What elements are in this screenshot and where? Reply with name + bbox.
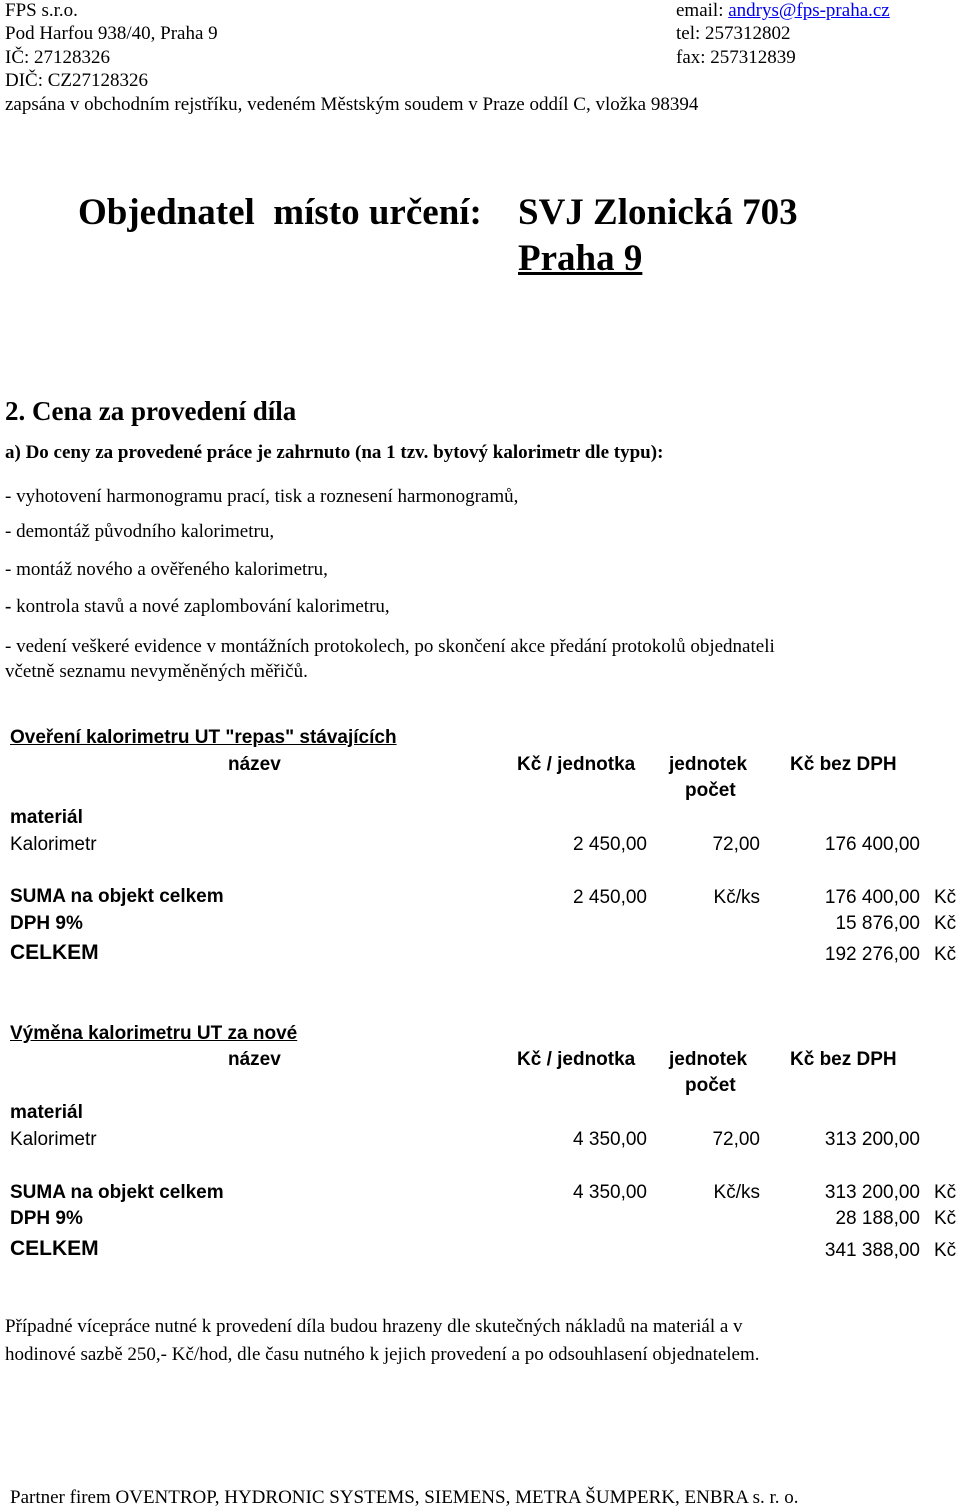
col-header-units: jednotek bbox=[669, 1049, 748, 1070]
email-link[interactable]: andrys@fps-praha.cz bbox=[728, 0, 890, 21]
sum-currency: Kč bbox=[934, 1182, 957, 1203]
total-currency: Kč bbox=[934, 944, 957, 965]
row-label-material: materiál bbox=[10, 1102, 83, 1123]
item-unit-price: 2 450,00 bbox=[573, 834, 647, 855]
company-tel: tel: 257312802 bbox=[676, 23, 791, 44]
col-header-count: počet bbox=[685, 1075, 736, 1096]
list-item: - montáž nového a ověřeného kalorimetru, bbox=[5, 559, 328, 580]
vat-value: 15 876,00 bbox=[835, 913, 920, 934]
col-header-net: Kč bez DPH bbox=[790, 1049, 897, 1070]
title-prefix: Objednatel místo určení: bbox=[78, 192, 482, 233]
item-net: 176 400,00 bbox=[824, 834, 920, 855]
sum-label: SUMA na objekt celkem bbox=[10, 886, 224, 907]
list-item: - vyhotovení harmonogramu prací, tisk a roznesení harmonogramů, bbox=[5, 486, 519, 507]
col-header-unit-price: Kč / jednotka bbox=[517, 1049, 636, 1070]
sum-unit: Kč/ks bbox=[713, 1182, 760, 1203]
list-item: včetně seznamu nevyměněných měřičů. bbox=[5, 661, 308, 682]
list-item: - demontáž původního kalorimetru, bbox=[5, 521, 275, 542]
sum-unit-price: 2 450,00 bbox=[573, 887, 647, 908]
sum-unit-price: 4 350,00 bbox=[573, 1182, 647, 1203]
total-value: 192 276,00 bbox=[824, 944, 920, 965]
vat-label: DPH 9% bbox=[10, 1208, 83, 1229]
company-address: Pod Harfou 938/40, Praha 9 bbox=[5, 23, 218, 44]
item-count: 72,00 bbox=[712, 1129, 760, 1150]
sum-net: 313 200,00 bbox=[824, 1182, 920, 1203]
list-item: - kontrola stavů a nové zaplombování kalorimetru, bbox=[5, 596, 390, 617]
item-unit-price: 4 350,00 bbox=[573, 1129, 647, 1150]
col-header-nazev: název bbox=[228, 1049, 281, 1070]
col-header-unit-price: Kč / jednotka bbox=[517, 754, 636, 775]
total-label: CELKEM bbox=[10, 1237, 99, 1260]
email-label: email: bbox=[676, 0, 729, 21]
sum-net: 176 400,00 bbox=[824, 887, 920, 908]
col-header-net: Kč bez DPH bbox=[790, 754, 897, 775]
company-ic: IČ: 27128326 bbox=[5, 47, 111, 68]
vat-currency: Kč bbox=[934, 913, 957, 934]
list-item: - vedení veškeré evidence v montážních protokolech, po skončení akce předání protokolů objednateli bbox=[5, 636, 775, 657]
col-header-units: jednotek bbox=[669, 754, 748, 775]
row-label-material: materiál bbox=[10, 807, 83, 828]
item-net: 313 200,00 bbox=[824, 1129, 920, 1150]
col-header-nazev: název bbox=[228, 754, 281, 775]
table-title: Výměna kalorimetru UT za nové bbox=[10, 1023, 298, 1044]
item-name: Kalorimetr bbox=[10, 1129, 97, 1150]
item-name: Kalorimetr bbox=[10, 834, 97, 855]
title-line1: SVJ Zlonická 703 bbox=[518, 192, 798, 233]
total-label: CELKEM bbox=[10, 941, 99, 964]
item-count: 72,00 bbox=[712, 834, 760, 855]
sum-currency: Kč bbox=[934, 887, 957, 908]
company-registration: zapsána v obchodním rejstříku, vedeném Městským soudem v Praze oddíl C, vložka 98394 bbox=[5, 94, 699, 115]
sum-label: SUMA na objekt celkem bbox=[10, 1182, 224, 1203]
total-currency: Kč bbox=[934, 1240, 957, 1261]
vat-currency: Kč bbox=[934, 1208, 957, 1229]
footer-note-line1: Případné vícepráce nutné k provedení díla budou hrazeny dle skutečných nákladů na materiál a v bbox=[5, 1316, 743, 1337]
sum-unit: Kč/ks bbox=[713, 887, 760, 908]
vat-label: DPH 9% bbox=[10, 913, 83, 934]
email-line bbox=[676, 0, 890, 22]
company-dic: DIČ: CZ27128326 bbox=[5, 70, 149, 91]
col-header-count: počet bbox=[685, 780, 736, 801]
company-name: FPS s.r.o. bbox=[5, 0, 78, 21]
partners-line: Partner firem OVENTROP, HYDRONIC SYSTEMS, SIEMENS, METRA ŠUMPERK, ENBRA s. r. o. bbox=[10, 1487, 799, 1508]
table-title: Oveření kalorimetru UT "repas" stávajících bbox=[10, 727, 397, 748]
company-fax: fax: 257312839 bbox=[676, 47, 796, 68]
total-value: 341 388,00 bbox=[824, 1240, 920, 1261]
title-line2: Praha 9 bbox=[518, 238, 643, 279]
section-subheading: a) Do ceny za provedené práce je zahrnuto (na 1 tzv. bytový kalorimetr dle typu): bbox=[5, 442, 664, 463]
section-heading: 2. Cena za provedení díla bbox=[5, 396, 297, 426]
footer-note-line2: hodinové sazbě 250,- Kč/hod, dle času nutného k jejich provedení a po odsouhlasení objednatelem. bbox=[5, 1344, 760, 1365]
vat-value: 28 188,00 bbox=[835, 1208, 920, 1229]
